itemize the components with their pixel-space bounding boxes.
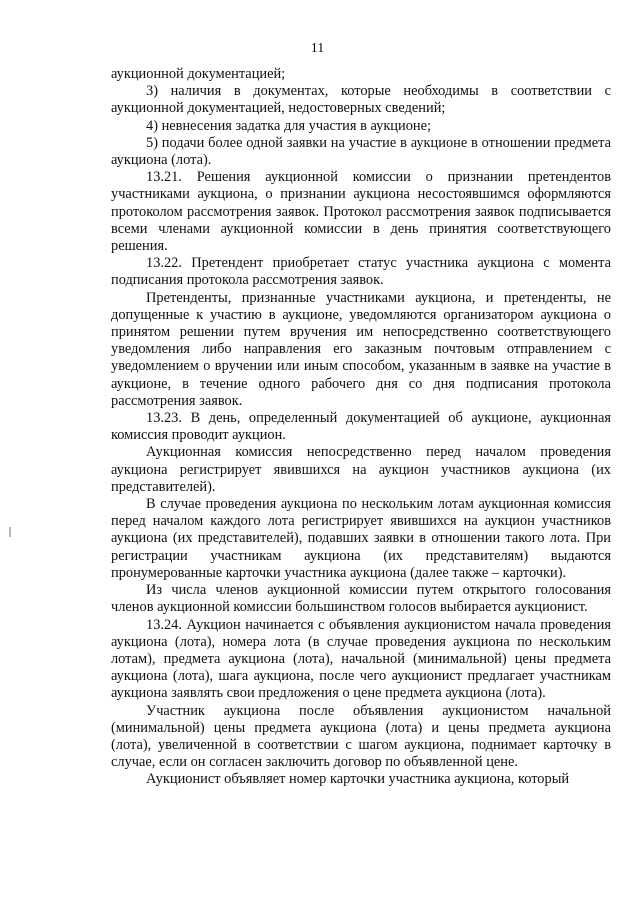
paragraph: В случае проведения аукциона по нескольким лотам аукционная комиссия перед началом каждого лота регистрирует явившихся на аукцион участников аукциона (их представителей), подавших заявки в отношении такого лота. При регистрации участникам аукциона (их представителям) выдаются пронумерованные карточки участника аукциона (далее также – карточки). — [111, 496, 611, 581]
paragraph: Участник аукциона после объявления аукционистом начальной (минимальной) цены предмета аукциона (лота) и цены предмета аукциона (лота), увеличенной в соответствии с шагом аукциона, поднимает карточку в случае, если он согласен заключить договор по объявленной цене. — [111, 702, 611, 771]
paragraph: Из числа членов аукционной комиссии путем открытого голосования членов аукционной комиссии большинством голосов выбирается аукционист. — [111, 582, 611, 616]
margin-mark — [9, 527, 11, 537]
paragraph: Претенденты, признанные участниками аукциона, и претенденты, не допущенные к участию в аукционе, уведомляются организатором аукциона о принятом решении путем вручения им непосредственно соответствующего уведомления либо направления его заказным почтовым отправлением с уведомлением о вручении или иным способом, указанным в заявке на участие в аукционе, в течение одного рабочего дня со дня подписания протокола рассмотрения заявок. — [111, 289, 611, 409]
page-number: 11 — [310, 41, 325, 56]
paragraph: аукционной документацией; — [111, 66, 286, 82]
paragraph: 13.21. Решения аукционной комиссии о признании претендентов участниками аукциона, о признании аукциона несостоявшимся оформляются протоколом рассмотрения заявок. Протокол рассмотрения заявок подписывается всеми членами аукционной комиссии в день принятия соответствующего решения. — [111, 169, 611, 255]
paragraph: 13.24. Аукцион начинается с объявления аукционистом начала проведения аукциона (лота), номера лота (в случае проведения аукциона по нескольким лотам), предмета аукциона (лота), начальной (минимальной) цены предмета аукциона (лота), шага аукциона, после чего аукционист предлагает участникам аукциона заявлять свои предложения о цене предмета аукциона (лота). — [111, 616, 611, 702]
paragraph: 5) подачи более одной заявки на участие в аукционе в отношении предмета аукциона (лота). — [111, 134, 611, 169]
paragraph: 13.22. Претендент приобретает статус участника аукциона с момента подписания протокола рассмотрения заявок. — [111, 255, 611, 289]
paragraph: Аукционная комиссия непосредственно перед началом проведения аукциона регистрирует явившихся на аукцион участников аукциона (их представителей). — [111, 444, 611, 495]
document-body — [111, 66, 611, 789]
paragraph: Аукционист объявляет номер карточки участника аукциона, который — [146, 771, 570, 788]
paragraph: 13.23. В день, определенный документацией об аукционе, аукционная комиссия проводит аукцион. — [111, 410, 611, 444]
paragraph: 4) невнесения задатка для участия в аукционе; — [146, 117, 431, 134]
paragraph: 3) наличия в документах, которые необходимы в соответствии с аукционной документацией, недостоверных сведений; — [111, 83, 611, 117]
